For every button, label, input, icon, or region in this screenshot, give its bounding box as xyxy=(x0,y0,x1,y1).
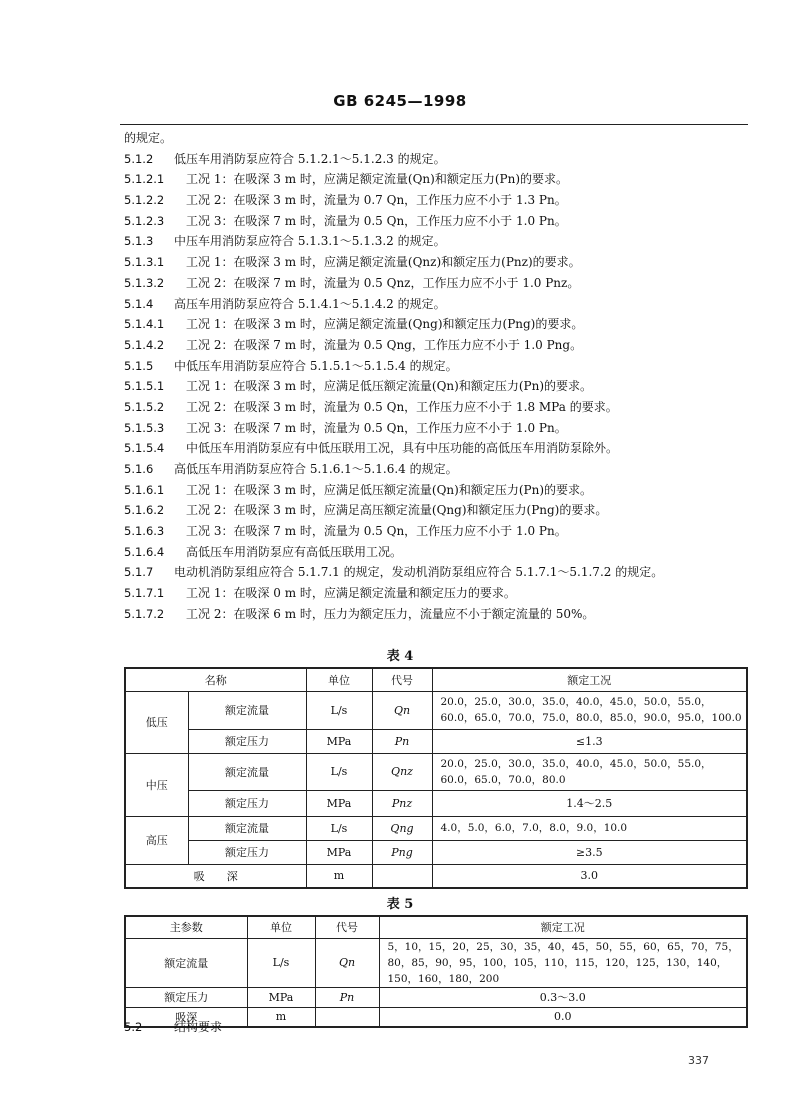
clause-text: 工况 2：在吸深 7 m 时，流量为 0.5 Qng，工作压力应不小于 1.0 Png。 xyxy=(186,337,583,352)
table-cell-symbol: Qnz xyxy=(372,753,432,790)
clause-text: 工况 1：在吸深 3 m 时，应满足额定流量(Qng)和额定压力(Png)的要求。 xyxy=(186,317,584,332)
table-cell-unit: L/s xyxy=(306,753,372,790)
paragraph-line xyxy=(124,459,748,480)
table-row: 额定压力 xyxy=(188,790,306,816)
clause-number: 5.1.7.1 xyxy=(124,586,165,601)
table-cell-unit: L/s xyxy=(247,938,315,987)
paragraph-line xyxy=(124,211,748,232)
clause-number: 5.1.6.4 xyxy=(124,544,165,559)
table-row: 额定压力 xyxy=(188,729,306,753)
clause-text: 工况 2：在吸深 3 m 时，流量为 0.7 Qn，工作压力应不小于 1.3 Pn。 xyxy=(186,193,567,208)
clause-number: 5.1.6.3 xyxy=(124,524,165,539)
table-5-header-value: 额定工况 xyxy=(379,916,747,938)
table-row: 额定压力 xyxy=(188,840,306,864)
table-row: 额定流量 xyxy=(188,691,306,729)
table-4-group-low: 低压 xyxy=(125,691,188,753)
paragraph-line xyxy=(124,376,748,397)
table-cell-unit: MPa xyxy=(306,729,372,753)
paragraph-line xyxy=(124,604,748,625)
paragraph-line xyxy=(124,542,748,563)
clause-number: 5.1.5.3 xyxy=(124,420,165,435)
header-rule xyxy=(120,124,748,125)
clause-text: 工况 1：在吸深 3 m 时，应满足低压额定流量(Qn)和额定压力(Pn)的要求。 xyxy=(186,482,593,497)
clause-number: 5.1.4 xyxy=(124,296,154,311)
table-cell-value: 20.0，25.0，30.0，35.0，40.0，45.0，50.0，55.0，60.0，65.0，70.0，80.0 xyxy=(432,753,747,790)
paragraph-line xyxy=(124,500,748,521)
table-cell-symbol xyxy=(315,1007,379,1027)
clause-text: 工况 1：在吸深 3 m 时，应满足低压额定流量(Qn)和额定压力(Pn)的要求。 xyxy=(186,379,593,394)
clause-number: 5.1.7 xyxy=(124,565,154,580)
clause-number: 5.1.3.1 xyxy=(124,255,165,270)
clause-number: 5.1.5.2 xyxy=(124,399,165,414)
paragraph-line xyxy=(124,356,748,377)
clause-text: 的规定。 xyxy=(124,131,173,145)
clause-number: 5.1.2.3 xyxy=(124,213,165,228)
clause-text: 工况 3：在吸深 7 m 时，流量为 0.5 Qn，工作压力应不小于 1.0 Pn。 xyxy=(186,420,567,435)
table-cell-unit: MPa xyxy=(306,790,372,816)
paragraph-line xyxy=(124,418,748,439)
paragraph-line xyxy=(124,583,748,604)
table-row: 额定压力 xyxy=(125,987,247,1007)
clause-number: 5.1.2.1 xyxy=(124,172,165,187)
table-4-group-medium: 中压 xyxy=(125,753,188,816)
table-4-suction-label: 吸 深 xyxy=(125,864,306,888)
clause-text: 中压车用消防泵应符合 5.1.3.1～5.1.3.2 的规定。 xyxy=(174,234,446,249)
table-5-title: 表 5 xyxy=(386,897,414,912)
table-4 xyxy=(124,667,748,889)
clause-number: 5.1.5 xyxy=(124,358,154,373)
clause-text: 中低压车用消防泵应符合 5.1.5.1～5.1.5.4 的规定。 xyxy=(174,358,458,373)
clause-number: 5.1.3.2 xyxy=(124,275,165,290)
section-number: 5.2 xyxy=(124,1020,143,1034)
table-cell-symbol: Qn xyxy=(315,938,379,987)
clause-text: 工况 2：在吸深 3 m 时，流量为 0.5 Qn，工作压力应不小于 1.8 MPa 的要求。 xyxy=(186,399,618,414)
page-header: GB 6245—1998 xyxy=(333,92,467,110)
table-cell-value: 3.0 xyxy=(432,864,747,888)
clause-text: 电动机消防泵组应符合 5.1.7.1 的规定，发动机消防泵组应符合 5.1.7.1～5.1.7.2 的规定。 xyxy=(174,565,664,580)
paragraph-line xyxy=(124,480,748,501)
clause-number: 5.1.6.2 xyxy=(124,503,165,518)
section-heading xyxy=(124,1018,222,1035)
table-4-header-symbol: 代号 xyxy=(372,668,432,691)
clause-number: 5.1.6 xyxy=(124,462,154,476)
table-5-header-param: 主参数 xyxy=(125,916,247,938)
table-cell-symbol: Pnz xyxy=(372,790,432,816)
table-4-header-name: 名称 xyxy=(125,668,306,691)
clause-number: 5.1.5.4 xyxy=(124,441,165,456)
table-4-group-high: 高压 xyxy=(125,816,188,864)
clause-text: 中低压车用消防泵应有中低压联用工况，具有中压功能的高低压车用消防泵除外。 xyxy=(186,441,619,456)
clause-text: 工况 2：在吸深 6 m 时，压力为额定压力，流量应不小于额定流量的 50%。 xyxy=(186,606,595,621)
paragraph-line xyxy=(124,397,748,418)
paragraph-line xyxy=(124,562,748,583)
table-cell-value: 5，10，15，20，25，30，35，40，45，50，55，60，65，70，75，80，85，90，95，100，105，110，115，120，125，130，140，150，160，180，200 xyxy=(379,938,747,987)
table-5-header-symbol: 代号 xyxy=(315,916,379,938)
table-cell-symbol: Pn xyxy=(372,729,432,753)
table-cell-unit: m xyxy=(247,1007,315,1027)
clause-text: 工况 1：在吸深 0 m 时，应满足额定流量和额定压力的要求。 xyxy=(186,586,516,601)
clause-text: 工况 1：在吸深 3 m 时，应满足额定流量(Qn)和额定压力(Pn)的要求。 xyxy=(186,172,569,187)
table-cell-unit: L/s xyxy=(306,816,372,840)
table-cell-unit: MPa xyxy=(306,840,372,864)
table-row: 额定流量 xyxy=(125,938,247,987)
paragraph-line xyxy=(124,190,748,211)
paragraph-line xyxy=(124,252,748,273)
table-cell-value: 1.4～2.5 xyxy=(432,790,747,816)
table-cell-symbol xyxy=(372,864,432,888)
table-cell-unit: MPa xyxy=(247,987,315,1007)
paragraph-line xyxy=(124,521,748,542)
clause-text: 低压车用消防泵应符合 5.1.2.1～5.1.2.3 的规定。 xyxy=(174,151,446,166)
paragraph-line xyxy=(124,149,748,170)
table-row: 额定流量 xyxy=(188,753,306,790)
table-cell-value: ≤1.3 xyxy=(432,729,747,753)
clause-text: 高低压车用消防泵应符合 5.1.6.1～5.1.6.4 的规定。 xyxy=(174,462,458,476)
table-5 xyxy=(124,915,748,1028)
paragraph-line xyxy=(124,128,748,149)
clause-text: 工况 2：在吸深 7 m 时，流量为 0.5 Qnz，工作压力应不小于 1.0 Pnz。 xyxy=(186,275,580,290)
table-cell-value: 0.3～3.0 xyxy=(379,987,747,1007)
table-cell-value: 20.0，25.0，30.0，35.0，40.0，45.0，50.0，55.0，60.0，65.0，70.0，75.0，80.0，85.0，90.0，95.0，100.0 xyxy=(432,691,747,729)
clause-number: 5.1.2 xyxy=(124,151,154,166)
paragraph-line xyxy=(124,169,748,190)
clause-text: 工况 2：在吸深 3 m 时，应满足高压额定流量(Qng)和额定压力(Png)的要求。 xyxy=(186,503,608,518)
table-5-header-unit: 单位 xyxy=(247,916,315,938)
table-4-title: 表 4 xyxy=(386,649,414,664)
clause-number: 5.1.4.1 xyxy=(124,317,165,332)
table-cell-value: 4.0，5.0，6.0，7.0，8.0，9.0，10.0 xyxy=(432,816,747,840)
table-4-header-unit: 单位 xyxy=(306,668,372,691)
clause-number: 5.1.7.2 xyxy=(124,606,165,621)
paragraph-line xyxy=(124,231,748,252)
table-cell-value: ≥3.5 xyxy=(432,840,747,864)
page-number: 337 xyxy=(688,1054,709,1067)
table-4-header-value: 额定工况 xyxy=(432,668,747,691)
table-row: 吸深 xyxy=(125,1007,247,1027)
paragraph-line xyxy=(124,273,748,294)
clause-text: 高低压车用消防泵应有高低压联用工况。 xyxy=(186,544,403,559)
table-cell-symbol: Pn xyxy=(315,987,379,1007)
clause-number: 5.1.2.2 xyxy=(124,193,165,208)
table-cell-value: 0.0 xyxy=(379,1007,747,1027)
table-row: 额定流量 xyxy=(188,816,306,840)
section-title: 结构要求 xyxy=(174,1020,223,1034)
table-cell-unit: m xyxy=(306,864,372,888)
table-cell-symbol: Png xyxy=(372,840,432,864)
table-cell-symbol: Qn xyxy=(372,691,432,729)
body-text xyxy=(124,128,748,625)
paragraph-line xyxy=(124,438,748,459)
clause-number: 5.1.5.1 xyxy=(124,379,165,394)
paragraph-line xyxy=(124,314,748,335)
clause-number: 5.1.6.1 xyxy=(124,482,165,497)
clause-number: 5.1.3 xyxy=(124,234,154,249)
paragraph-line xyxy=(124,335,748,356)
table-cell-symbol: Qng xyxy=(372,816,432,840)
clause-text: 工况 3：在吸深 7 m 时，流量为 0.5 Qn，工作压力应不小于 1.0 Pn。 xyxy=(186,524,567,539)
clause-text: 工况 1：在吸深 3 m 时，应满足额定流量(Qnz)和额定压力(Pnz)的要求。 xyxy=(186,255,581,270)
clause-text: 高压车用消防泵应符合 5.1.4.1～5.1.4.2 的规定。 xyxy=(174,296,446,311)
clause-text: 工况 3：在吸深 7 m 时，流量为 0.5 Qn，工作压力应不小于 1.0 Pn。 xyxy=(186,213,567,228)
clause-number: 5.1.4.2 xyxy=(124,337,165,352)
table-cell-unit: L/s xyxy=(306,691,372,729)
paragraph-line xyxy=(124,294,748,315)
